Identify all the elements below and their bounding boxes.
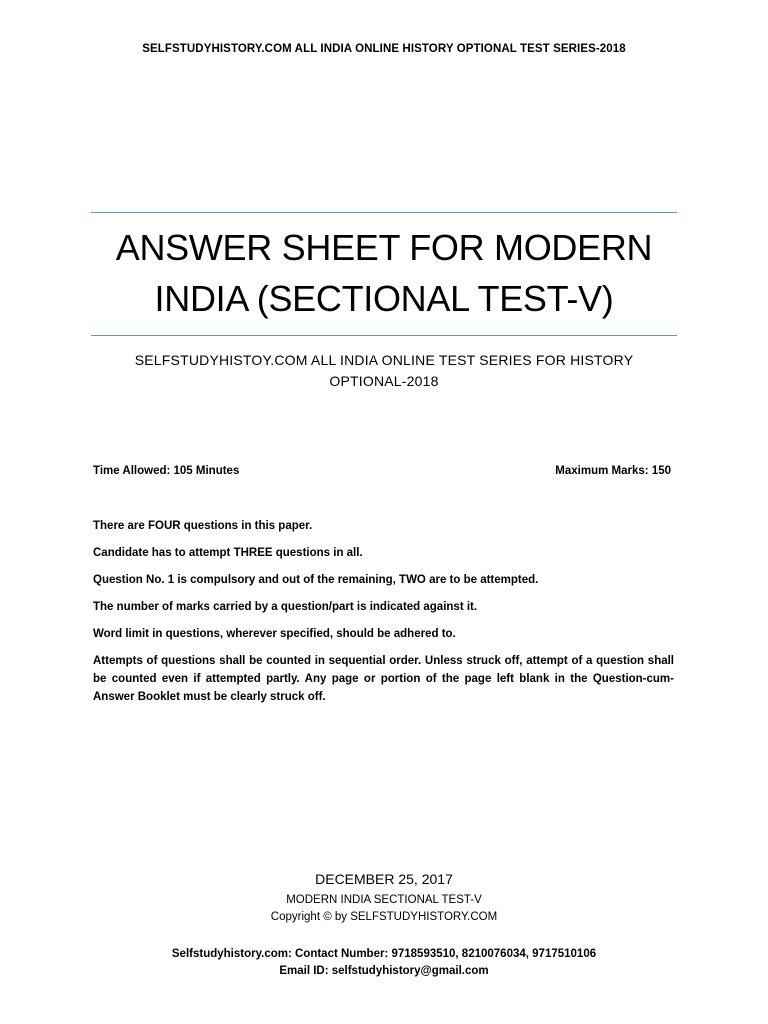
time-allowed: Time Allowed: 105 Minutes (93, 465, 240, 477)
title-bottom-rule (91, 335, 677, 336)
maximum-marks: Maximum Marks: 150 (555, 465, 671, 477)
document-title (91, 222, 677, 324)
running-header: SELFSTUDYHISTORY.COM ALL INDIA ONLINE HISTORY OPTIONAL TEST SERIES-2018 (142, 43, 626, 55)
title-top-rule (91, 212, 677, 213)
instruction-item: The number of marks carried by a question/part is indicated against it. (93, 601, 478, 613)
footer-test-name: MODERN INDIA SECTIONAL TEST-V (286, 894, 482, 906)
footer-date: DECEMBER 25, 2017 (315, 871, 453, 887)
instruction-item: There are FOUR questions in this paper. (93, 520, 313, 532)
instructions-list (93, 517, 674, 715)
contact-numbers: Selfstudyhistory.com: Contact Number: 9718593510, 8210076034, 9717510106 (171, 948, 597, 960)
instruction-item: Question No. 1 is compulsory and out of the remaining, TWO are to be attempted. (93, 574, 539, 586)
document-title-line-2: INDIA (SECTIONAL TEST-V) (154, 278, 614, 319)
footer-copyright: Copyright © by SELFSTUDYHISTORY.COM (270, 911, 498, 923)
document-title-line-1: ANSWER SHEET FOR MODERN (115, 227, 653, 268)
contact-email: Email ID: selfstudyhistory@gmail.com (279, 965, 489, 977)
instruction-item: Attempts of questions shall be counted in sequential order. Unless struck off, attempt of a question shall be counted even if attempted partly. Any page or portion of the page left blank in the Question-cum-Answer Booklet must be clearly struck off. (93, 655, 674, 703)
instruction-item: Candidate has to attempt THREE questions in all. (93, 547, 363, 559)
document-subtitle (91, 350, 677, 392)
instruction-item: Word limit in questions, wherever specified, should be adhered to. (93, 628, 456, 640)
subtitle-line-2: OPTIONAL-2018 (329, 373, 439, 389)
subtitle-line-1: SELFSTUDYHISTOY.COM ALL INDIA ONLINE TEST SERIES FOR HISTORY (134, 352, 634, 368)
